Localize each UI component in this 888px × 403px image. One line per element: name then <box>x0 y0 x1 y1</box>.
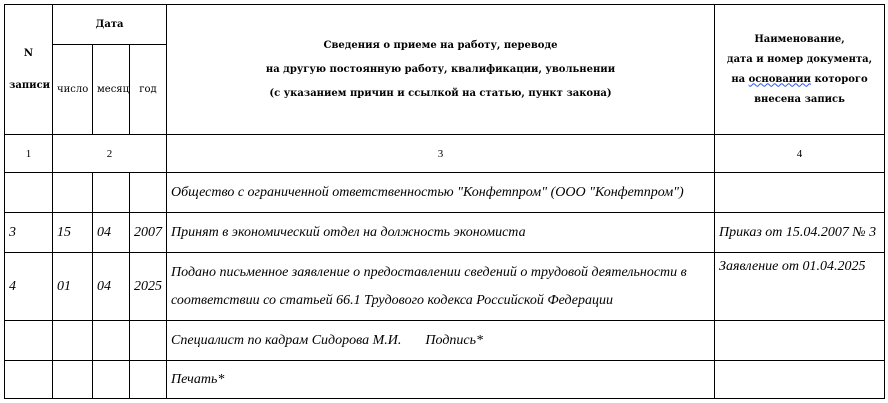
header-day: число <box>53 45 93 135</box>
row-cell-month <box>93 321 130 361</box>
header-year: год <box>130 45 167 135</box>
row-cell-n <box>5 361 53 399</box>
row-cell-doc <box>715 361 885 399</box>
col-number-3: 3 <box>167 135 715 173</box>
col-number-2: 2 <box>53 135 167 173</box>
row-cell-stamp: Печать* <box>167 361 715 399</box>
row-cell-month <box>93 173 130 213</box>
row-cell-day <box>53 173 93 213</box>
header-info: Сведения о приеме на работу, переводе на другую постоянную работу, квалификации, увольнении (с указанием причин и ссылкой на статью, пункт закона) <box>167 5 715 135</box>
row-cell-info-signature <box>167 321 715 361</box>
row-cell-month <box>93 361 130 399</box>
spellcheck-underlined-word: основании <box>748 73 811 85</box>
row-cell-year <box>130 361 167 399</box>
row-cell-day: 01 <box>53 253 93 321</box>
row-cell-info: Принят в экономический отдел на должность экономиста <box>167 213 715 253</box>
col-number-4: 4 <box>715 135 885 173</box>
row-cell-doc: Приказ от 15.04.2007 № 3 <box>715 213 885 253</box>
row-cell-info: Подано письменное заявление о предоставлении сведений о трудовой деятельности в соответствии со статьей 66.1 Трудового кодекса Российской Федерации <box>167 253 715 321</box>
header-entry-number: N записи <box>5 5 53 135</box>
row-cell-year: 2025 <box>130 253 167 321</box>
col-number-1: 1 <box>5 135 53 173</box>
employment-record-table <box>4 4 884 399</box>
row-cell-day <box>53 321 93 361</box>
row-cell-year <box>130 321 167 361</box>
row-cell-day: 15 <box>53 213 93 253</box>
header-month: месяц <box>93 45 130 135</box>
row-cell-doc <box>715 173 885 213</box>
row-cell-month: 04 <box>93 253 130 321</box>
hr-specialist-name: Специалист по кадрам Сидорова М.И. <box>171 332 402 348</box>
row-cell-year <box>130 173 167 213</box>
row-cell-year: 2007 <box>130 213 167 253</box>
row-cell-doc <box>715 321 885 361</box>
row-cell-info: Общество с ограниченной ответственностью "Конфетпром" (ООО "Конфетпром") <box>167 173 715 213</box>
row-cell-month: 04 <box>93 213 130 253</box>
row-cell-n: 3 <box>5 213 53 253</box>
header-date: Дата <box>53 5 167 45</box>
header-document: Наименование, дата и номер документа, на основании которого внесена запись <box>715 5 885 135</box>
row-cell-n <box>5 173 53 213</box>
row-cell-n: 4 <box>5 253 53 321</box>
row-cell-doc: Заявление от 01.04.2025 <box>715 253 885 321</box>
row-cell-n <box>5 321 53 361</box>
signature-placeholder: Подпись* <box>425 332 483 348</box>
row-cell-day <box>53 361 93 399</box>
